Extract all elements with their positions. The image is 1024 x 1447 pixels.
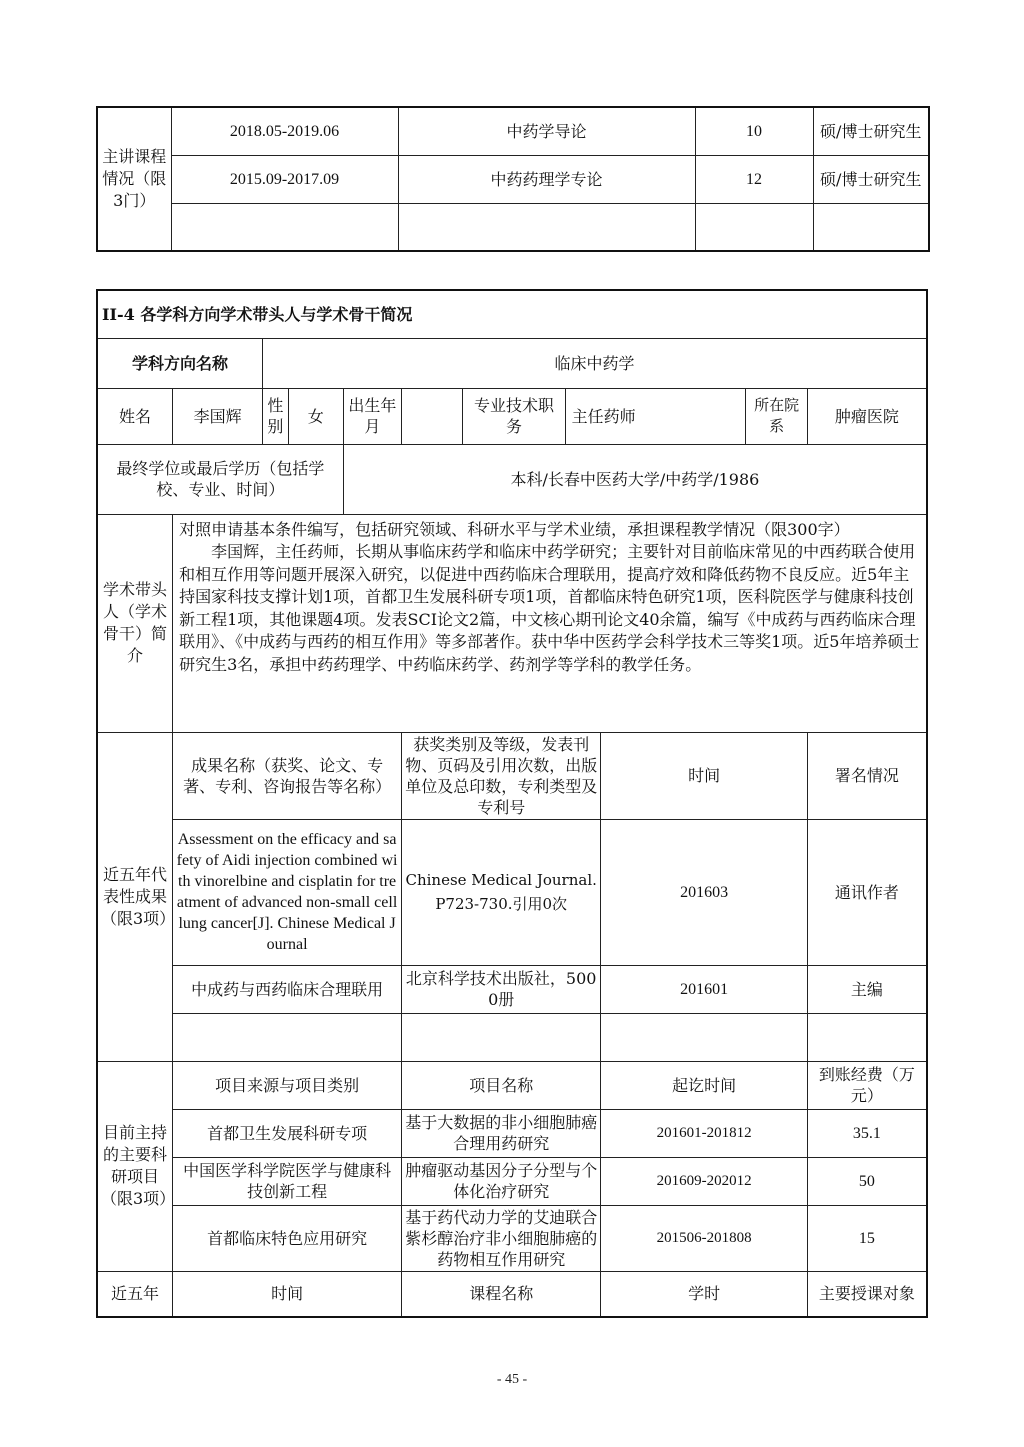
- title-label: 专业技术职 务: [463, 388, 565, 444]
- profile-text: 李国辉，主任药师，长期从事临床药学和临床中药学研究；主要针对目前临床常见的中西药联合使用和相互作用等问题开展深入研究，以促进中西药临床合理联用，提高疗效和降低药物不良反应。近5年主持国家科技支撑计划1项，首都卫生发展科研专项1项，首都临床特色研究1项，医科院医学与健康科技创新工程1项，其他课题4项。发表SCI论文2篇，中文核心期刊论文40余篇，编写《中成药与西药临床合理联用》、《中成药与西药的相互作用》等多部著作。获中华中医药学会科学技术三等奖1项。近5年培养硕士研究生3名，承担中药药理学、中药临床药学、药剂学等学科的教学任务。: [179, 542, 920, 674]
- ach-header-sign: 署名情况: [807, 732, 927, 819]
- course-time: 2018.05-2019.06: [171, 107, 398, 155]
- table-row: [97, 290, 927, 338]
- courses-table-top: [96, 106, 930, 252]
- course-time: [171, 203, 398, 251]
- course-hours: [695, 203, 813, 251]
- page-number: - 45 -: [496, 1372, 528, 1387]
- proj-period: 201601-201812: [601, 1109, 807, 1157]
- course-name: [398, 203, 695, 251]
- course-hours: 12: [695, 155, 813, 203]
- table-row: [97, 203, 929, 251]
- ach-detail: Chinese Medical Journal. P723-730.引用0次: [402, 819, 601, 965]
- table-row: [97, 1205, 927, 1271]
- person-name: 李国辉: [173, 388, 263, 444]
- profile-cell: [173, 514, 927, 732]
- ach-time: [601, 1013, 807, 1061]
- cb-header-name: 课程名称: [402, 1271, 601, 1317]
- proj-header-name: 项目名称: [402, 1061, 601, 1109]
- ach-header-detail: 获奖类别及等级，发表刊物、页码及引用次数，出版单位及总印数，专利类型及专利号: [402, 732, 601, 819]
- cb-header-hours: 学时: [601, 1271, 807, 1317]
- name-label: 姓名: [97, 388, 173, 444]
- proj-name: 基于药代动力学的艾迪联合紫杉醇治疗非小细胞肺癌的药物相互作用研究: [402, 1205, 601, 1271]
- table-row: [97, 388, 927, 444]
- person-gender: 女: [288, 388, 343, 444]
- table-row: [97, 1013, 927, 1061]
- proj-fund: 35.1: [807, 1109, 927, 1157]
- person-degree: 本科/长春中医药大学/中药学/1986: [343, 444, 927, 514]
- table-row: [97, 819, 927, 965]
- table-row: [97, 1157, 927, 1205]
- table-row: [97, 155, 929, 203]
- ach-header-time: 时间: [601, 732, 807, 819]
- gender-label: 性别: [263, 388, 289, 444]
- proj-header-period: 起讫时间: [601, 1061, 807, 1109]
- ach-detail: 北京科学技术出版社，5000册: [402, 965, 601, 1013]
- proj-source: 中国医学科学院医学与健康科技创新工程: [173, 1157, 402, 1205]
- direction-value: 临床中药学: [263, 338, 927, 388]
- course-hours: 10: [695, 107, 813, 155]
- ach-header-name: 成果名称（获奖、论文、专著、专利、咨询报告等名称）: [173, 732, 402, 819]
- course-name: 中药学导论: [398, 107, 695, 155]
- table-row: [97, 1109, 927, 1157]
- dept-label: 所在院系: [746, 388, 807, 444]
- table-row: [97, 107, 929, 155]
- proj-fund: 15: [807, 1205, 927, 1271]
- ach-time: 201601: [601, 965, 807, 1013]
- course-target: [813, 203, 929, 251]
- profile-instruction: 对照申请基本条件编写，包括研究领域、科研水平与学术业绩，承担课程教学情况（限300字）: [179, 519, 850, 539]
- person-birth: [402, 388, 463, 444]
- direction-label: 学科方向名称: [97, 338, 263, 388]
- faculty-profile-table: [96, 289, 928, 1318]
- ach-sign: [807, 1013, 927, 1061]
- table-row: [97, 444, 927, 514]
- table-row: [97, 1271, 927, 1317]
- proj-header-fund: 到账经费（万元）: [807, 1061, 927, 1109]
- proj-name: 肿瘤驱动基因分子分型与个体化治疗研究: [402, 1157, 601, 1205]
- table-row: [97, 1061, 927, 1109]
- ach-name: Assessment on the efficacy and safety of Aidi injection combined with vinorelbine and cisplatin for treatment of advanced non-small cell lung cancer[J]. Chinese Medical Journal: [173, 819, 402, 965]
- ach-name: [173, 1013, 402, 1061]
- table-row: [97, 338, 927, 388]
- achievements-label: 近五年代表性成果（限3项）: [97, 732, 173, 1061]
- birth-label: 出生年月: [343, 388, 401, 444]
- courses-label: 主讲课程情况（限3门）: [97, 107, 171, 251]
- degree-label: 最终学位或最后学历（包括学校、专业、时间）: [97, 444, 343, 514]
- ach-detail: [402, 1013, 601, 1061]
- proj-fund: 50: [807, 1157, 927, 1205]
- table-row: [97, 732, 927, 819]
- course-time: 2015.09-2017.09: [171, 155, 398, 203]
- cb-header-target: 主要授课对象: [807, 1271, 927, 1317]
- proj-source: 首都卫生发展科研专项: [173, 1109, 402, 1157]
- section-title: II-4 各学科方向学术带头人与学术骨干简况: [97, 290, 927, 338]
- profile-label: 学术带头人（学术骨干）简介: [97, 514, 173, 732]
- table-row: [97, 514, 927, 732]
- projects-label: 目前主持的主要科研项目（限3项）: [97, 1061, 173, 1271]
- table-row: [97, 965, 927, 1013]
- ach-name: 中成药与西药临床合理联用: [173, 965, 402, 1013]
- proj-header-source: 项目来源与项目类别: [173, 1061, 402, 1109]
- courses-bottom-label: 近五年: [97, 1271, 173, 1317]
- ach-sign: 通讯作者: [807, 819, 927, 965]
- course-name: 中药药理学专论: [398, 155, 695, 203]
- person-dept: 肿瘤医院: [807, 388, 927, 444]
- person-title: 主任药师: [565, 388, 746, 444]
- course-target: 硕/博士研究生: [813, 107, 929, 155]
- proj-name: 基于大数据的非小细胞肺癌合理用药研究: [402, 1109, 601, 1157]
- proj-source: 首都临床特色应用研究: [173, 1205, 402, 1271]
- proj-period: 201609-202012: [601, 1157, 807, 1205]
- ach-sign: 主编: [807, 965, 927, 1013]
- course-target: 硕/博士研究生: [813, 155, 929, 203]
- ach-time: 201603: [601, 819, 807, 965]
- proj-period: 201506-201808: [601, 1205, 807, 1271]
- cb-header-time: 时间: [173, 1271, 402, 1317]
